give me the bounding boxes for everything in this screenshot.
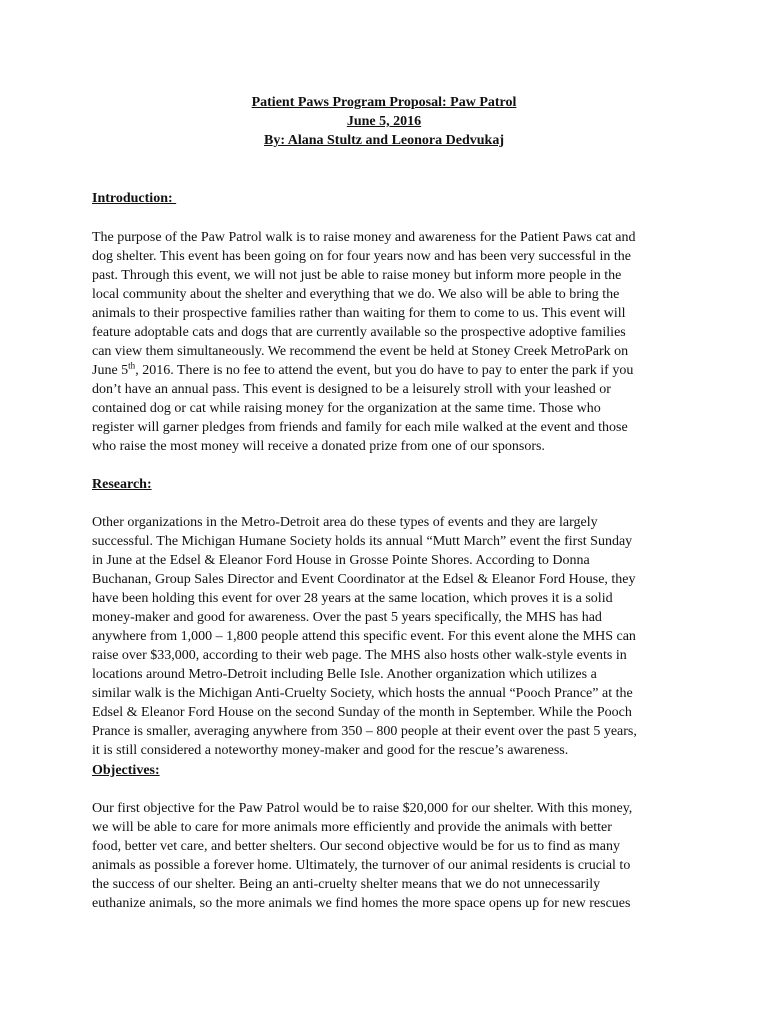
paragraph-line: register will garner pledges from friends and family for each mile walked at the event and those [92, 420, 628, 435]
paragraph-line: locations around Metro-Detroit including Belle Isle. Another organization which utilizes a [92, 667, 597, 682]
paragraph-line: food, better vet care, and better shelters. Our second objective would be for us to find as many [92, 839, 620, 854]
paragraph-line: past. Through this event, we will not just be able to raise money but inform more people in the [92, 268, 622, 283]
paragraph-line: Prance is smaller, averaging anywhere from 350 – 800 people at their event over the past 5 years, [92, 724, 637, 739]
paragraph-line: local community about the shelter and everything that we do. We also will be able to bring the [92, 287, 620, 302]
paragraph-line: money-maker and good for awareness. Over the past 5 years specifically, the MHS has had [92, 610, 602, 625]
line-continuation: , 2016. There is no fee to attend the event, but you do have to pay to enter the park if you [135, 363, 634, 378]
paragraph-line: animals to their prospective families rather than waiting for them to come to us. This event will [92, 306, 626, 321]
paragraph-line-with-superscript [92, 361, 687, 380]
objectives-heading: Objectives: [92, 763, 160, 778]
paragraph-line: Other organizations in the Metro-Detroit area do these types of events and they are largely [92, 515, 598, 530]
objectives-paragraph [92, 799, 687, 913]
document-header [0, 93, 768, 150]
research-paragraph [92, 513, 687, 760]
paragraph-line: who raise the most money will receive a donated prize from one of our sponsors. [92, 439, 545, 454]
document-title: Patient Paws Program Proposal: Paw Patrol [251, 95, 517, 110]
paragraph-line: anywhere from 1,000 – 1,800 people attend this specific event. For this event alone the MHS can [92, 629, 636, 644]
document-date: June 5, 2016 [346, 114, 422, 129]
paragraph-line: the success of our shelter. Being an anti-cruelty shelter means that we do not unnecessarily [92, 877, 601, 892]
paragraph-line: Buchanan, Group Sales Director and Event Coordinator at the Edsel & Eleanor Ford House, they [92, 572, 636, 587]
ordinal-superscript: th [128, 361, 136, 371]
paragraph-line: don’t have an annual pass. This event is designed to be a leisurely stroll with your leashed or [92, 382, 611, 397]
date-text: June 5 [92, 363, 129, 378]
paragraph-line: Our first objective for the Paw Patrol would be to raise $20,000 for our shelter. With this money, [92, 801, 633, 816]
paragraph-line: Edsel & Eleanor Ford House on the second Sunday of the month in September. While the Pooch [92, 705, 632, 720]
paragraph-line: feature adoptable cats and dogs that are currently available so the prospective adoptive families [92, 325, 626, 340]
research-heading: Research: [92, 477, 152, 492]
paragraph-line: we will be able to care for more animals more efficiently and provide the animals with better [92, 820, 612, 835]
introduction-heading: Introduction: [92, 191, 177, 206]
introduction-paragraph [92, 228, 687, 456]
paragraph-line: can view them simultaneously. We recommend the event be held at Stoney Creek MetroPark on [92, 344, 629, 359]
paragraph-line: contained dog or cat while raising money for the organization at the same time. Those who [92, 401, 601, 416]
paragraph-line: The purpose of the Paw Patrol walk is to raise money and awareness for the Patient Paws cat and [92, 230, 636, 245]
paragraph-line: similar walk is the Michigan Anti-Cruelty Society, which hosts the annual “Pooch Prance” at the [92, 686, 633, 701]
paragraph-line: animals as possible a forever home. Ultimately, the turnover of our animal residents is crucial to [92, 858, 631, 873]
paragraph-line: euthanize animals, so the more animals we find homes the more space opens up for new rescues [92, 896, 631, 911]
paragraph-line: have been holding this event for over 28 years at the same location, which proves it is a solid [92, 591, 613, 606]
paragraph-line: raise over $33,000, according to their web page. The MHS also hosts other walk-style events in [92, 648, 627, 663]
paragraph-line: in June at the Edsel & Eleanor Ford House in Grosse Pointe Shores. According to Donna [92, 553, 590, 568]
paragraph-line: it is still considered a noteworthy money-maker and good for the rescue’s awareness. [92, 743, 569, 758]
document-authors: By: Alana Stultz and Leonora Dedvukaj [264, 133, 504, 148]
paragraph-line: successful. The Michigan Humane Society holds its annual “Mutt March” event the first Sunday [92, 534, 633, 549]
paragraph-line: dog shelter. This event has been going on for four years now and has been very successful in the [92, 249, 631, 264]
